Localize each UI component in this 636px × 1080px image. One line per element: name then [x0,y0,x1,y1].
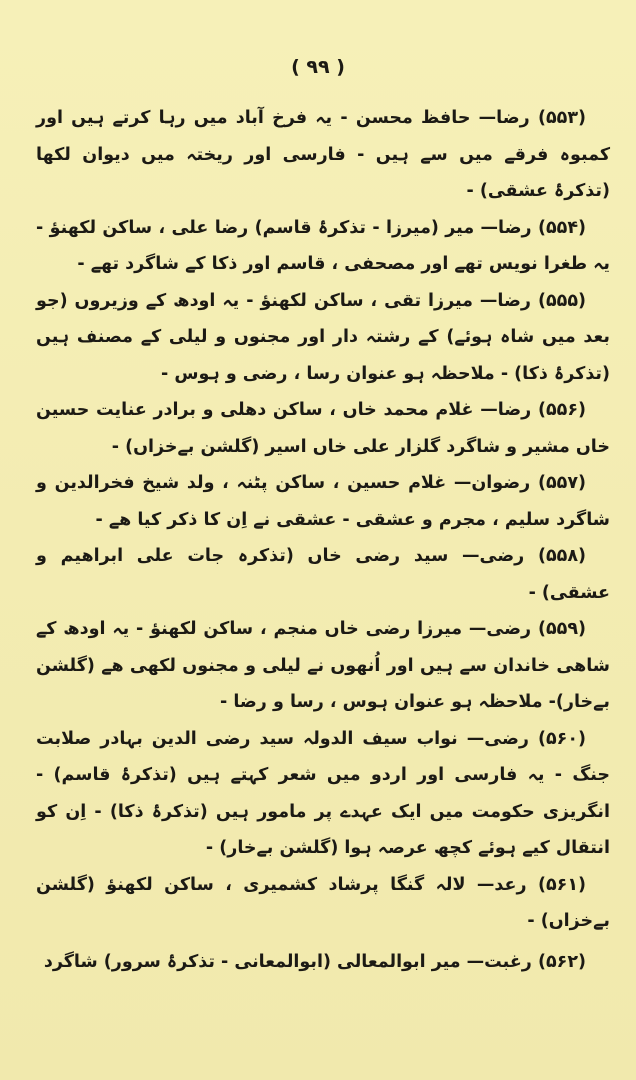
entry-560: (۵۶۰) رضی— نواب سیف الدولہ سید رضی الدین بہادر صلابت جنگ - یہ فارسی اور اردو میں شعر کہتے ہیں (تذکرۂ قاسم) - انگریزی حکومت میں ایک عہدے پر مامور ہیں (تذکرۂ ذکا) - اِن کو انتقال کیے ہوئے کچھ عرصہ ہوا (گلشن بےخار) - [36,728,610,858]
entry-559: (۵۵۹) رضی— میرزا رضی خاں منجم ، ساکن لکھنؤ - یہ اودھ کے شاھی خاندان سے ہیں اور اُنھوں نے لیلی و مجنوں لکھی ھے (گلشن بےخار)- ملاحظہ ہو عنوان ہوس ، رسا و رضا - [36,619,610,712]
entry-558: (۵۵۸) رضی— سید رضی خاں (تذکرہ جات علی ابراھیم و عشقی) - [36,546,610,603]
entry-557: (۵۵۷) رضوان— غلام حسین ، ساکن پٹنہ ، ولد شیخ فخرالدین و شاگرد سلیم ، مجرم و عشقی - عشقی نے اِن کا ذکر کیا ھے - [36,473,610,530]
entry-555: (۵۵۵) رضا— میرزا تقی ، ساکن لکھنؤ - یہ اودھ کے وزیروں (جو بعد میں شاہ ہوئے) کے رشتہ دار اور مجنوں و لیلی کے مصنف ہیں (تذکرۂ ذکا) - ملاحظہ ہو عنوان رسا ، رضی و ہوس - [36,290,610,384]
entry-556: (۵۵۶) رضا— غلام محمد خاں ، ساکن دھلی و برادر عنایت حسین خاں مشیر و شاگرد گلزار علی خاں اسیر (گلشن بےخزاں) - [36,400,610,457]
entry-562: (۵۶۲) رغبت— میر ابوالمعالی (ابوالمعانی - تذکرۂ سرور) شاگرد [43,951,586,972]
entry-554: (۵۵۴) رضا— میر (میرزا - تذکرۂ قاسم) رضا علی ، ساکن لکھنؤ - یہ طغرا نویس تھے اور مصحفی ، قاسم اور ذکا کے شاگرد تھے - [36,217,610,274]
entries-text-block [36,100,610,980]
entry-553: (۵۵۳) رضا— حافظ محسن - یہ فرخ آباد میں رہا کرتے ہیں اور کمبوہ فرقے میں سے ہیں - فارسی اور ریختہ میں دیوان لکھا (تذکرۂ عشقی) - [36,108,610,201]
entry-561: (۵۶۱) رعد— لالہ گنگا پرشاد کشمیری ، ساکن لکھنؤ (گلشن بےخزاں) - [36,874,610,931]
page-number: ( ۹۹ ) [291,56,345,78]
